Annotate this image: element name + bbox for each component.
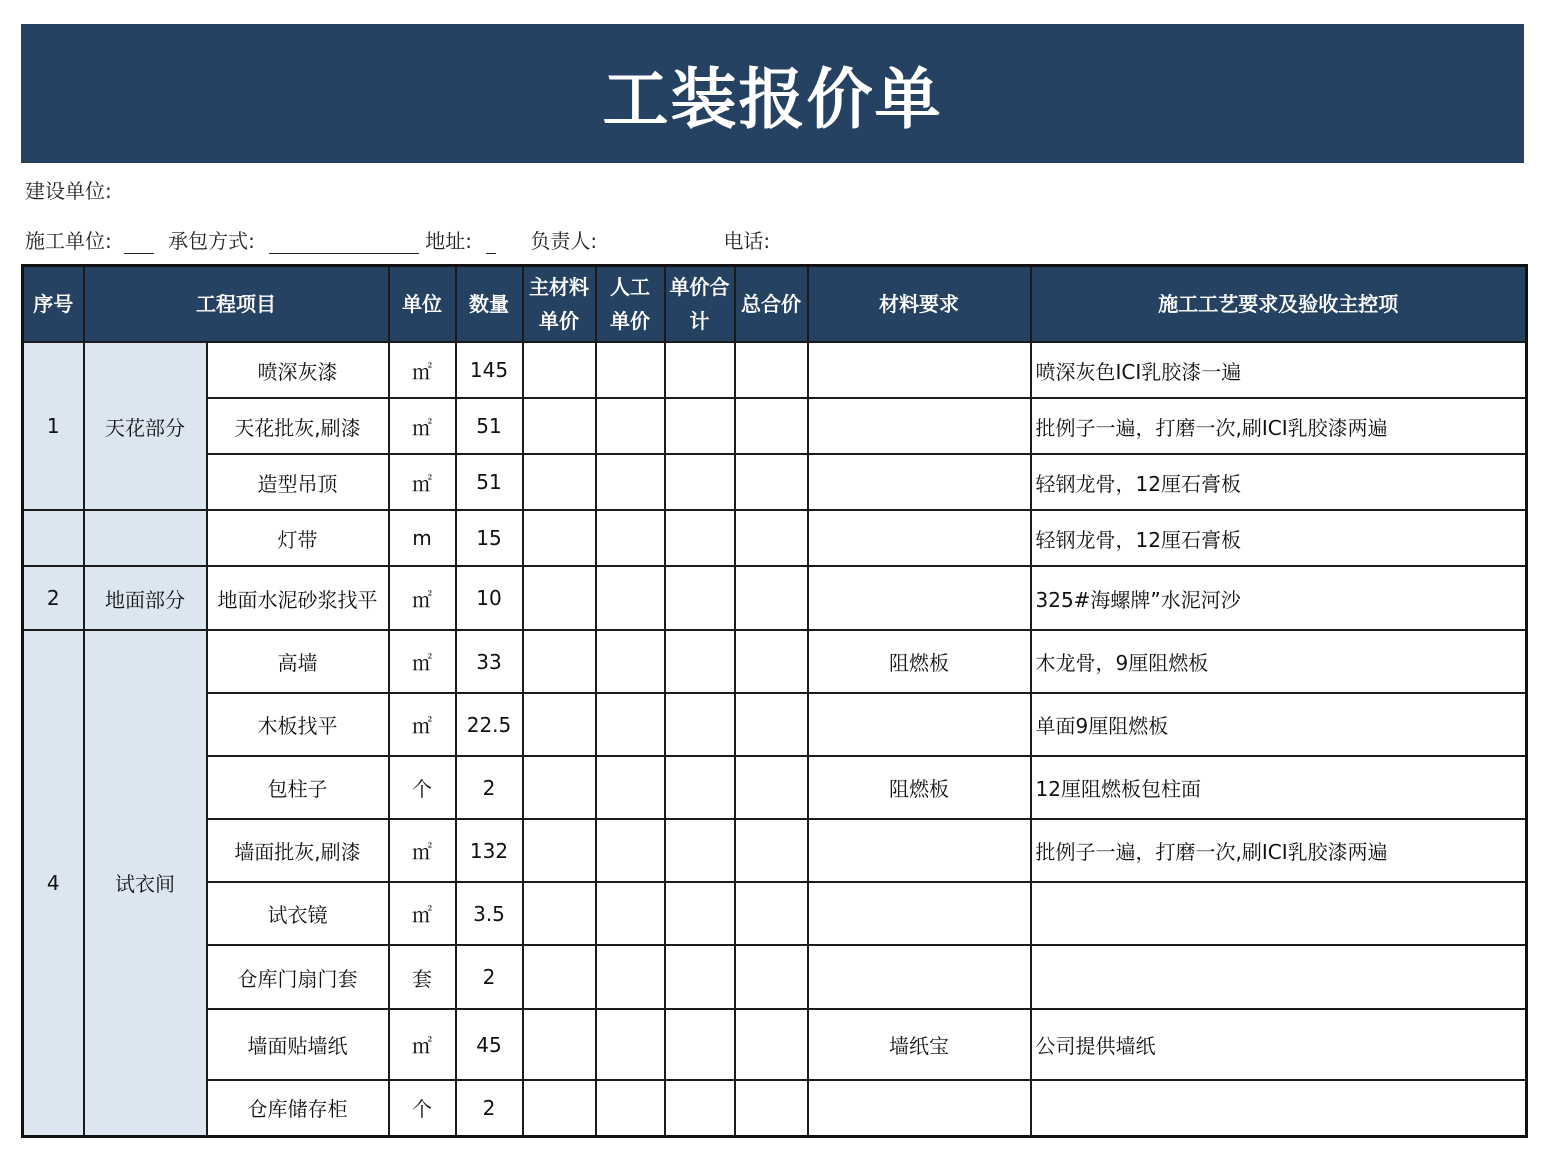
qty-cell: 45: [456, 1009, 523, 1080]
header-labor-price-line1: 人工: [610, 275, 650, 299]
process-req-cell: [1031, 945, 1527, 1009]
header-project: 工程项目: [84, 266, 389, 343]
process-req-cell: 批例子一遍，打磨一次,刷ICI乳胶漆两遍: [1031, 398, 1527, 454]
contract-mode-label: 承包方式:: [168, 229, 255, 253]
labor-price-cell[interactable]: [596, 454, 665, 510]
unit-total-cell[interactable]: [665, 630, 735, 693]
unit-cell: ㎡: [389, 630, 456, 693]
total-cell[interactable]: [735, 510, 808, 566]
unit-total-cell[interactable]: [665, 819, 735, 882]
qty-cell: 2: [456, 1080, 523, 1136]
material-price-cell[interactable]: [523, 819, 596, 882]
total-cell[interactable]: [735, 819, 808, 882]
qty-cell: 15: [456, 510, 523, 566]
unit-cell: ㎡: [389, 1009, 456, 1080]
header-labor-price-line2: 单价: [610, 309, 650, 333]
table-row: [23, 693, 1527, 756]
qty-cell: 132: [456, 819, 523, 882]
item-cell: 喷深灰漆: [207, 342, 389, 398]
material-req-cell: [808, 398, 1031, 454]
material-req-cell: [808, 1080, 1031, 1136]
item-cell: 高墙: [207, 630, 389, 693]
unit-cell: 套: [389, 945, 456, 1009]
qty-cell: 2: [456, 945, 523, 1009]
group-seq: 2: [23, 566, 84, 630]
labor-price-cell[interactable]: [596, 1009, 665, 1080]
construction-unit-field[interactable]: [124, 233, 154, 254]
unit-total-cell[interactable]: [665, 454, 735, 510]
item-cell: 墙面批灰,刷漆: [207, 819, 389, 882]
item-cell: 灯带: [207, 510, 389, 566]
table-row: [23, 819, 1527, 882]
unit-total-cell[interactable]: [665, 398, 735, 454]
material-price-cell[interactable]: [523, 398, 596, 454]
material-req-cell: 阻燃板: [808, 756, 1031, 819]
build-unit-label: 建设单位:: [25, 179, 112, 203]
qty-cell: 33: [456, 630, 523, 693]
unit-total-cell[interactable]: [665, 510, 735, 566]
total-cell[interactable]: [735, 882, 808, 945]
page-title: 工装报价单: [602, 61, 943, 138]
table-row: [23, 756, 1527, 819]
unit-total-cell[interactable]: [665, 693, 735, 756]
unit-cell: ㎡: [389, 398, 456, 454]
unit-total-cell[interactable]: [665, 756, 735, 819]
process-req-cell: 喷深灰色ICI乳胶漆一遍: [1031, 342, 1527, 398]
group-name: 试衣间: [84, 630, 207, 1136]
item-cell: 造型吊顶: [207, 454, 389, 510]
material-price-cell[interactable]: [523, 630, 596, 693]
quote-table: [21, 264, 1528, 1138]
material-req-cell: [808, 693, 1031, 756]
process-req-cell: 公司提供墙纸: [1031, 1009, 1527, 1080]
labor-price-cell[interactable]: [596, 510, 665, 566]
total-cell[interactable]: [735, 945, 808, 1009]
qty-cell: 10: [456, 566, 523, 630]
group-seq: 1: [23, 342, 84, 510]
item-cell: 仓库储存柜: [207, 1080, 389, 1136]
labor-price-cell[interactable]: [596, 756, 665, 819]
address-field[interactable]: [486, 233, 496, 254]
total-cell[interactable]: [735, 454, 808, 510]
material-req-cell: 墙纸宝: [808, 1009, 1031, 1080]
labor-price-cell[interactable]: [596, 882, 665, 945]
material-price-cell[interactable]: [523, 693, 596, 756]
table-row: [23, 630, 1527, 693]
group-seq: [23, 510, 84, 566]
item-cell: 墙面贴墙纸: [207, 1009, 389, 1080]
unit-total-cell[interactable]: [665, 945, 735, 1009]
header-material-price-line2: 单价: [539, 309, 579, 333]
material-price-cell[interactable]: [523, 756, 596, 819]
table-row: [23, 1009, 1527, 1080]
total-cell[interactable]: [735, 756, 808, 819]
process-req-cell: [1031, 1080, 1527, 1136]
group-name: [84, 510, 207, 566]
process-req-cell: 轻钢龙骨，12厘石膏板: [1031, 510, 1527, 566]
material-req-cell: [808, 882, 1031, 945]
group-seq: 4: [23, 630, 84, 1136]
unit-cell: ㎡: [389, 454, 456, 510]
material-req-cell: [808, 819, 1031, 882]
material-req-cell: [808, 454, 1031, 510]
unit-cell: 个: [389, 756, 456, 819]
material-price-cell[interactable]: [523, 1080, 596, 1136]
address-label: 地址:: [425, 229, 472, 253]
qty-cell: 51: [456, 398, 523, 454]
total-cell[interactable]: [735, 1009, 808, 1080]
item-cell: 试衣镜: [207, 882, 389, 945]
unit-total-cell[interactable]: [665, 1080, 735, 1136]
unit-cell: ㎡: [389, 693, 456, 756]
process-req-cell: 木龙骨，9厘阻燃板: [1031, 630, 1527, 693]
header-labor-price: [596, 266, 665, 343]
item-cell: 天花批灰,刷漆: [207, 398, 389, 454]
labor-price-cell[interactable]: [596, 1080, 665, 1136]
labor-price-cell[interactable]: [596, 819, 665, 882]
qty-cell: 2: [456, 756, 523, 819]
material-req-cell: [808, 945, 1031, 1009]
unit-total-cell[interactable]: [665, 882, 735, 945]
total-cell[interactable]: [735, 693, 808, 756]
labor-price-cell[interactable]: [596, 693, 665, 756]
unit-cell: ㎡: [389, 566, 456, 630]
labor-price-cell[interactable]: [596, 398, 665, 454]
header-total: 总合价: [735, 266, 808, 343]
material-price-cell[interactable]: [523, 566, 596, 630]
unit-cell: ㎡: [389, 882, 456, 945]
labor-price-cell[interactable]: [596, 630, 665, 693]
material-req-cell: 阻燃板: [808, 630, 1031, 693]
table-row: [23, 342, 1527, 398]
material-price-cell[interactable]: [523, 454, 596, 510]
unit-cell: ㎡: [389, 342, 456, 398]
total-cell[interactable]: [735, 630, 808, 693]
header-unit-total-line1: 单价合: [669, 275, 730, 299]
header-row: [23, 266, 1527, 343]
material-price-cell[interactable]: [523, 510, 596, 566]
header-seq: 序号: [23, 266, 84, 343]
labor-price-cell[interactable]: [596, 945, 665, 1009]
header-unit: 单位: [389, 266, 456, 343]
qty-cell: 51: [456, 454, 523, 510]
table-row: [23, 454, 1527, 510]
process-req-cell: 325#海螺牌”水泥河沙: [1031, 566, 1527, 630]
unit-cell: 个: [389, 1080, 456, 1136]
process-req-cell: 12厘阻燃板包柱面: [1031, 756, 1527, 819]
material-price-cell[interactable]: [523, 945, 596, 1009]
unit-total-cell[interactable]: [665, 566, 735, 630]
qty-cell: 145: [456, 342, 523, 398]
header-qty: 数量: [456, 266, 523, 343]
process-req-cell: 单面9厘阻燃板: [1031, 693, 1527, 756]
material-price-cell[interactable]: [523, 342, 596, 398]
header-material-req: 材料要求: [808, 266, 1031, 343]
qty-cell: 3.5: [456, 882, 523, 945]
construction-unit-label: 施工单位:: [25, 229, 112, 253]
table-row: [23, 566, 1527, 630]
item-cell: 地面水泥砂浆找平: [207, 566, 389, 630]
header-process-req: 施工工艺要求及验收主控项: [1031, 266, 1527, 343]
header-unit-total: [665, 266, 735, 343]
total-cell[interactable]: [735, 1080, 808, 1136]
total-cell[interactable]: [735, 566, 808, 630]
material-price-cell[interactable]: [523, 882, 596, 945]
process-req-cell: 批例子一遍，打磨一次,刷ICI乳胶漆两遍: [1031, 819, 1527, 882]
process-req-cell: 轻钢龙骨，12厘石膏板: [1031, 454, 1527, 510]
header-material-price-line1: 主材料: [529, 275, 589, 299]
group-name: 地面部分: [84, 566, 207, 630]
material-req-cell: [808, 510, 1031, 566]
material-req-cell: [808, 566, 1031, 630]
item-cell: 木板找平: [207, 693, 389, 756]
qty-cell: 22.5: [456, 693, 523, 756]
material-price-cell[interactable]: [523, 1009, 596, 1080]
table-row: [23, 882, 1527, 945]
table-row: [23, 1080, 1527, 1136]
labor-price-cell[interactable]: [596, 342, 665, 398]
process-req-cell: [1031, 882, 1527, 945]
build-unit-line: [25, 175, 112, 204]
header-material-price: [523, 266, 596, 343]
item-cell: 包柱子: [207, 756, 389, 819]
labor-price-cell[interactable]: [596, 566, 665, 630]
table-row: [23, 945, 1527, 1009]
table-row: [23, 398, 1527, 454]
material-req-cell: [808, 342, 1031, 398]
contract-mode-field[interactable]: [269, 233, 419, 254]
group-name: 天花部分: [84, 342, 207, 510]
total-cell[interactable]: [735, 398, 808, 454]
unit-cell: ㎡: [389, 819, 456, 882]
item-cell: 仓库门扇门套: [207, 945, 389, 1009]
header-unit-total-line2: 计: [689, 309, 710, 333]
contractor-info-line: [25, 225, 770, 254]
table-row: [23, 510, 1527, 566]
unit-total-cell[interactable]: [665, 1009, 735, 1080]
phone-label: 电话:: [723, 229, 771, 253]
manager-label: 负责人:: [530, 229, 598, 253]
unit-cell: m: [389, 510, 456, 566]
unit-total-cell[interactable]: [665, 342, 735, 398]
total-cell[interactable]: [735, 342, 808, 398]
title-banner: [21, 24, 1524, 163]
